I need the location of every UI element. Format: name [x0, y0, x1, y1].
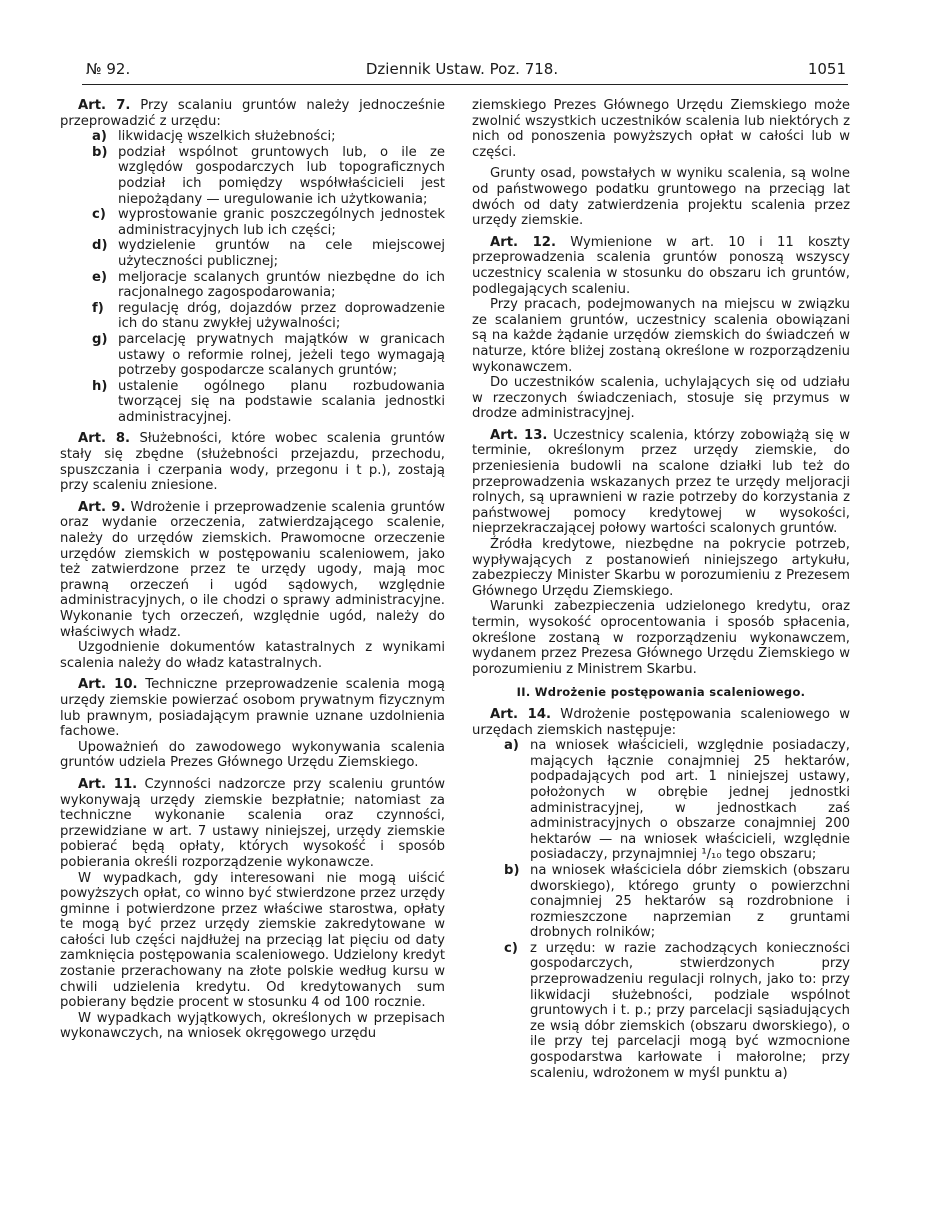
list-item-label: b): [92, 144, 108, 160]
art7-text: Przy scalaniu gruntów należy jednocześnie przeprowadzić z urzędu:: [60, 98, 445, 129]
art7-intro: [60, 98, 445, 129]
art10-paragraph-2: Upoważnień do zawodowego wykonywania scalenia gruntów udziela Prezes Głównego Urzędu Ziemskiego.: [60, 739, 445, 771]
art8-text: Służebności, które wobec scalenia gruntów stały się zbędne (służebności przejazdu, przechodu, spuszczania i czerpania wody, przegonu i t p.), zostają przy scaleniu zniesione.: [60, 431, 445, 494]
list-item: [60, 145, 445, 207]
list-item: [60, 379, 445, 426]
list-item-text: wydzielenie gruntów na cele miejscowej użyteczności publicznej;: [118, 238, 445, 269]
list-item-label: b): [504, 862, 520, 878]
issue-number: № 92.: [86, 60, 131, 78]
art13-paragraph: [472, 428, 850, 537]
art14-intro: [472, 707, 850, 738]
continued-paragraph: ziemskiego Prezes Głównego Urzędu Ziemskiego może zwolnić wszystkich uczestników scalenia lub niektórych z nich od ponoszenia powyższych opłat w całości lub w części.: [472, 98, 850, 160]
list-item: [60, 207, 445, 238]
list-item-text: regulację dróg, dojazdów przez doprowadzenie ich do stanu zwykłej używalności;: [118, 300, 445, 332]
list-item-label: g): [92, 331, 108, 347]
left-column: [60, 98, 445, 1048]
art11-text: Czynności nadzorcze przy scaleniu gruntów wykonywają urzędy ziemskie bezpłatnie; natomiast za techniczne wykonanie scalenia oraz czynności, przewidziane w art. 7 ustawy niniejszej, urzędy ziemskie pobierać będą opłaty, których wysokość i sposób pobierania określi rozporządzenie wykonawcze.: [60, 776, 445, 870]
art11-paragraph-2: W wypadkach, gdy interesowani nie mogą uiścić powyższych opłat, co winno być stwierdzone przez urzędy gminne i potwierdzone przez właściwe starostwa, opłaty te mogą być przez urzędy ziemskie zakredytowane w całości lub części najdłużej na przeciąg lat pięciu od daty zamknięcia postępowania scaleniowego. Udzielony kredyt zostanie przerachowany na złote polskie według kursu w chwili udzielenia kredytu. Od kredytowanych sum pobierany będzie procent w stosunku 4 od 100 rocznie.: [60, 870, 445, 1011]
art9-label: Art. 9.: [78, 499, 126, 515]
journal-title: Dziennik Ustaw. Poz. 718.: [365, 60, 559, 78]
list-item-text: meljoracje scalanych gruntów niezbędne do ich racjonalnego zagospodarowania;: [118, 269, 445, 301]
list-item-text: parcelację prywatnych majątków w granicach ustawy o reformie rolnej, jeżeli tego wymagają potrzeby gospodarcze scalanych gruntów;: [118, 331, 445, 379]
list-item: [60, 270, 445, 301]
list-item: [60, 129, 445, 145]
list-item-label: a): [92, 129, 107, 145]
art11-paragraph: [60, 777, 445, 871]
list-item-text: likwidację wszelkich służebności;: [118, 129, 336, 145]
section-heading: II. Wdrożenie postępowania scaleniowego.: [516, 685, 806, 700]
list-item-text: ustalenie ogólnego planu rozbudowania tworzącej się na podstawie scalania jednostki administracyjnej.: [118, 378, 445, 425]
list-item-label: a): [504, 738, 519, 754]
art10-label: Art. 10.: [78, 677, 138, 693]
list-item-label: f): [92, 300, 104, 316]
list-item: [60, 332, 445, 379]
art7-list: [60, 129, 445, 425]
art9-paragraph: [60, 500, 445, 640]
list-item-label: c): [92, 207, 106, 223]
art13-paragraph-3: Warunki zabezpieczenia udzielonego kredytu, oraz termin, wysokość oprocentowania i sposób spłacenia, określone zostaną w rozporządzeniu wykonawczem, wydanem przez Prezesa Głównego Urzędu Ziemskiego w porozumieniu z Ministrem Skarbu.: [472, 599, 850, 677]
art9-paragraph-2: Uzgodnienie dokumentów katastralnych z wynikami scalenia należy do władz katastralnych.: [60, 640, 445, 671]
list-item: [472, 738, 850, 863]
list-item-text: podział wspólnot gruntowych lub, o ile ze względów gospodarczych lub topograficznych podział ich pomiędzy współwłaścicieli jest niepożądany — uregulowanie ich użytkowania;: [118, 144, 445, 207]
list-item: [472, 863, 850, 941]
art7-label: Art. 7.: [78, 98, 131, 113]
art8-label: Art. 8.: [78, 431, 131, 447]
list-item-text: na wniosek właściciela dóbr ziemskich (obszaru dworskiego), którego grunty o powierzchni conajmniej 25 hektarów są rozdrobnione i rozmieszczone naprzemian z gruntami drobnych rolników;: [530, 862, 850, 941]
art8-paragraph: [60, 431, 445, 493]
art11-paragraph-3: W wypadkach wyjątkowych, określonych w przepisach wykonawczych, na wniosek okręgowego urzędu: [60, 1010, 445, 1042]
art13-text: Uczestnicy scalenia, którzy zobowiążą się w terminie, określonym przez urzędy ziemskie, do przeniesienia budowli na scalone działki lub też do przeprowadzenia wskazanych przez te urzędy meljoracji rolnych, są uprawnieni w razie potrzeby do korzystania z państwowej pomocy kredytowej w wysokości, nieprzekraczającej połowy wartości scalonych gruntów.: [472, 427, 850, 537]
art14-list: [472, 738, 850, 1081]
list-item-label: h): [92, 378, 108, 394]
art9-text: Wdrożenie i przeprowadzenie scalenia gruntów oraz wydanie orzeczenia, zatwierdzającego scalenie, należy do urzędów ziemskich. Prawomocne orzeczenie urzędów ziemskich w postępowaniu scaleniowem, jako też zatwierdzone przez te urzędy ugody, mają moc prawną orzeczeń i ugód sądowych, względnie administracyjnych, o ile chodzi o sprawy administracyjne. Wykonanie tych orzeczeń, względnie ugód, należy do właściwych władz.: [60, 499, 445, 640]
art10-paragraph: [60, 677, 445, 739]
header-divider: [82, 84, 848, 85]
list-item-label: d): [92, 238, 108, 254]
art10-text: Techniczne przeprowadzenie scalenia mogą urzędy ziemskie powierzać osobom prywatnym fizycznym lub prawnym, posiadającym prawnie uznane uzdolnienia fachowe.: [60, 677, 445, 740]
list-item-text: wyprostowanie granic poszczególnych jednostek administracyjnych lub ich części;: [118, 207, 445, 238]
page-header: [78, 60, 846, 82]
page-number: 1051: [807, 60, 846, 78]
art12-paragraph-2: Przy pracach, podejmowanych na miejscu w związku ze scalaniem gruntów, uczestnicy scalenia obowiązani są na każde żądanie urzędów ziemskich do świadczeń w naturze, które bliżej zostaną określone w rozporządzeniu wykonawczem.: [472, 297, 850, 375]
right-column: [472, 98, 850, 1087]
list-item-label: e): [92, 269, 107, 285]
list-item-text: z urzędu: w razie zachodzących konieczności gospodarczych, stwierdzonych przy przeprowadzeniu regulacji rolnych, jako to: przy likwidacji służebności, podziale wspólnot gruntowych i t. p.; przy parcelacji sąsiadujących ze wsią dóbr ziemskich (obszaru dworskiego), o ile przy tej parcelacji mogą być wzmocnione gospodarstwa karłowate i małorolne; przy scaleniu, wdrożonem w myśl punktu a): [530, 940, 850, 1081]
art12-paragraph-3: Do uczestników scalenia, uchylających się od udziału w rzeczonych świadczeniach, stosuje się przymus w drodze administracyjnej.: [472, 375, 850, 422]
list-item: [472, 941, 850, 1081]
list-item-label: c): [504, 940, 518, 956]
art11-label: Art. 11.: [78, 776, 138, 792]
art14-text: Wdrożenie postępowania scaleniowego w urzędach ziemskich następuje:: [472, 706, 850, 738]
list-item: [60, 238, 445, 269]
list-item: [60, 301, 445, 332]
art12-label: Art. 12.: [490, 234, 556, 250]
list-item-text: na wniosek właścicieli, względnie posiadaczy, mających łącznie conajmniej 25 hektarów, podpadających pod art. 1 niniejszej ustawy, położonych w obrębie jednej jednostki administracyjnej, w jednostkach zaś administracyjnych o obszarze conajmniej 200 hektarów — na wniosek właścicieli, względnie posiadaczy, przynajmniej ¹/₁₀ tego obszaru;: [530, 738, 850, 863]
art12-paragraph: [472, 235, 850, 297]
art14-label: Art. 14.: [490, 706, 552, 722]
art13-label: Art. 13.: [490, 427, 548, 443]
art13-paragraph-2: Źródła kredytowe, niezbędne na pokrycie potrzeb, wypływających z postanowień niniejszego artykułu, zabezpieczy Minister Skarbu w porozumieniu z Prezesem Głównego Urzędu Ziemskiego.: [472, 537, 850, 599]
art12-text: Wymienione w art. 10 i 11 koszty przeprowadzenia scalenia gruntów ponoszą wszyscy uczestnicy scalenia w stosunku do obszaru ich gruntów, podlegających scaleniu.: [472, 234, 851, 297]
grunty-paragraph: Grunty osad, powstałych w wyniku scalenia, są wolne od państwowego podatku gruntowego na przeciąg lat dwóch od daty zatwierdzenia projektu scalenia przez urzędy ziemskie.: [472, 166, 850, 229]
